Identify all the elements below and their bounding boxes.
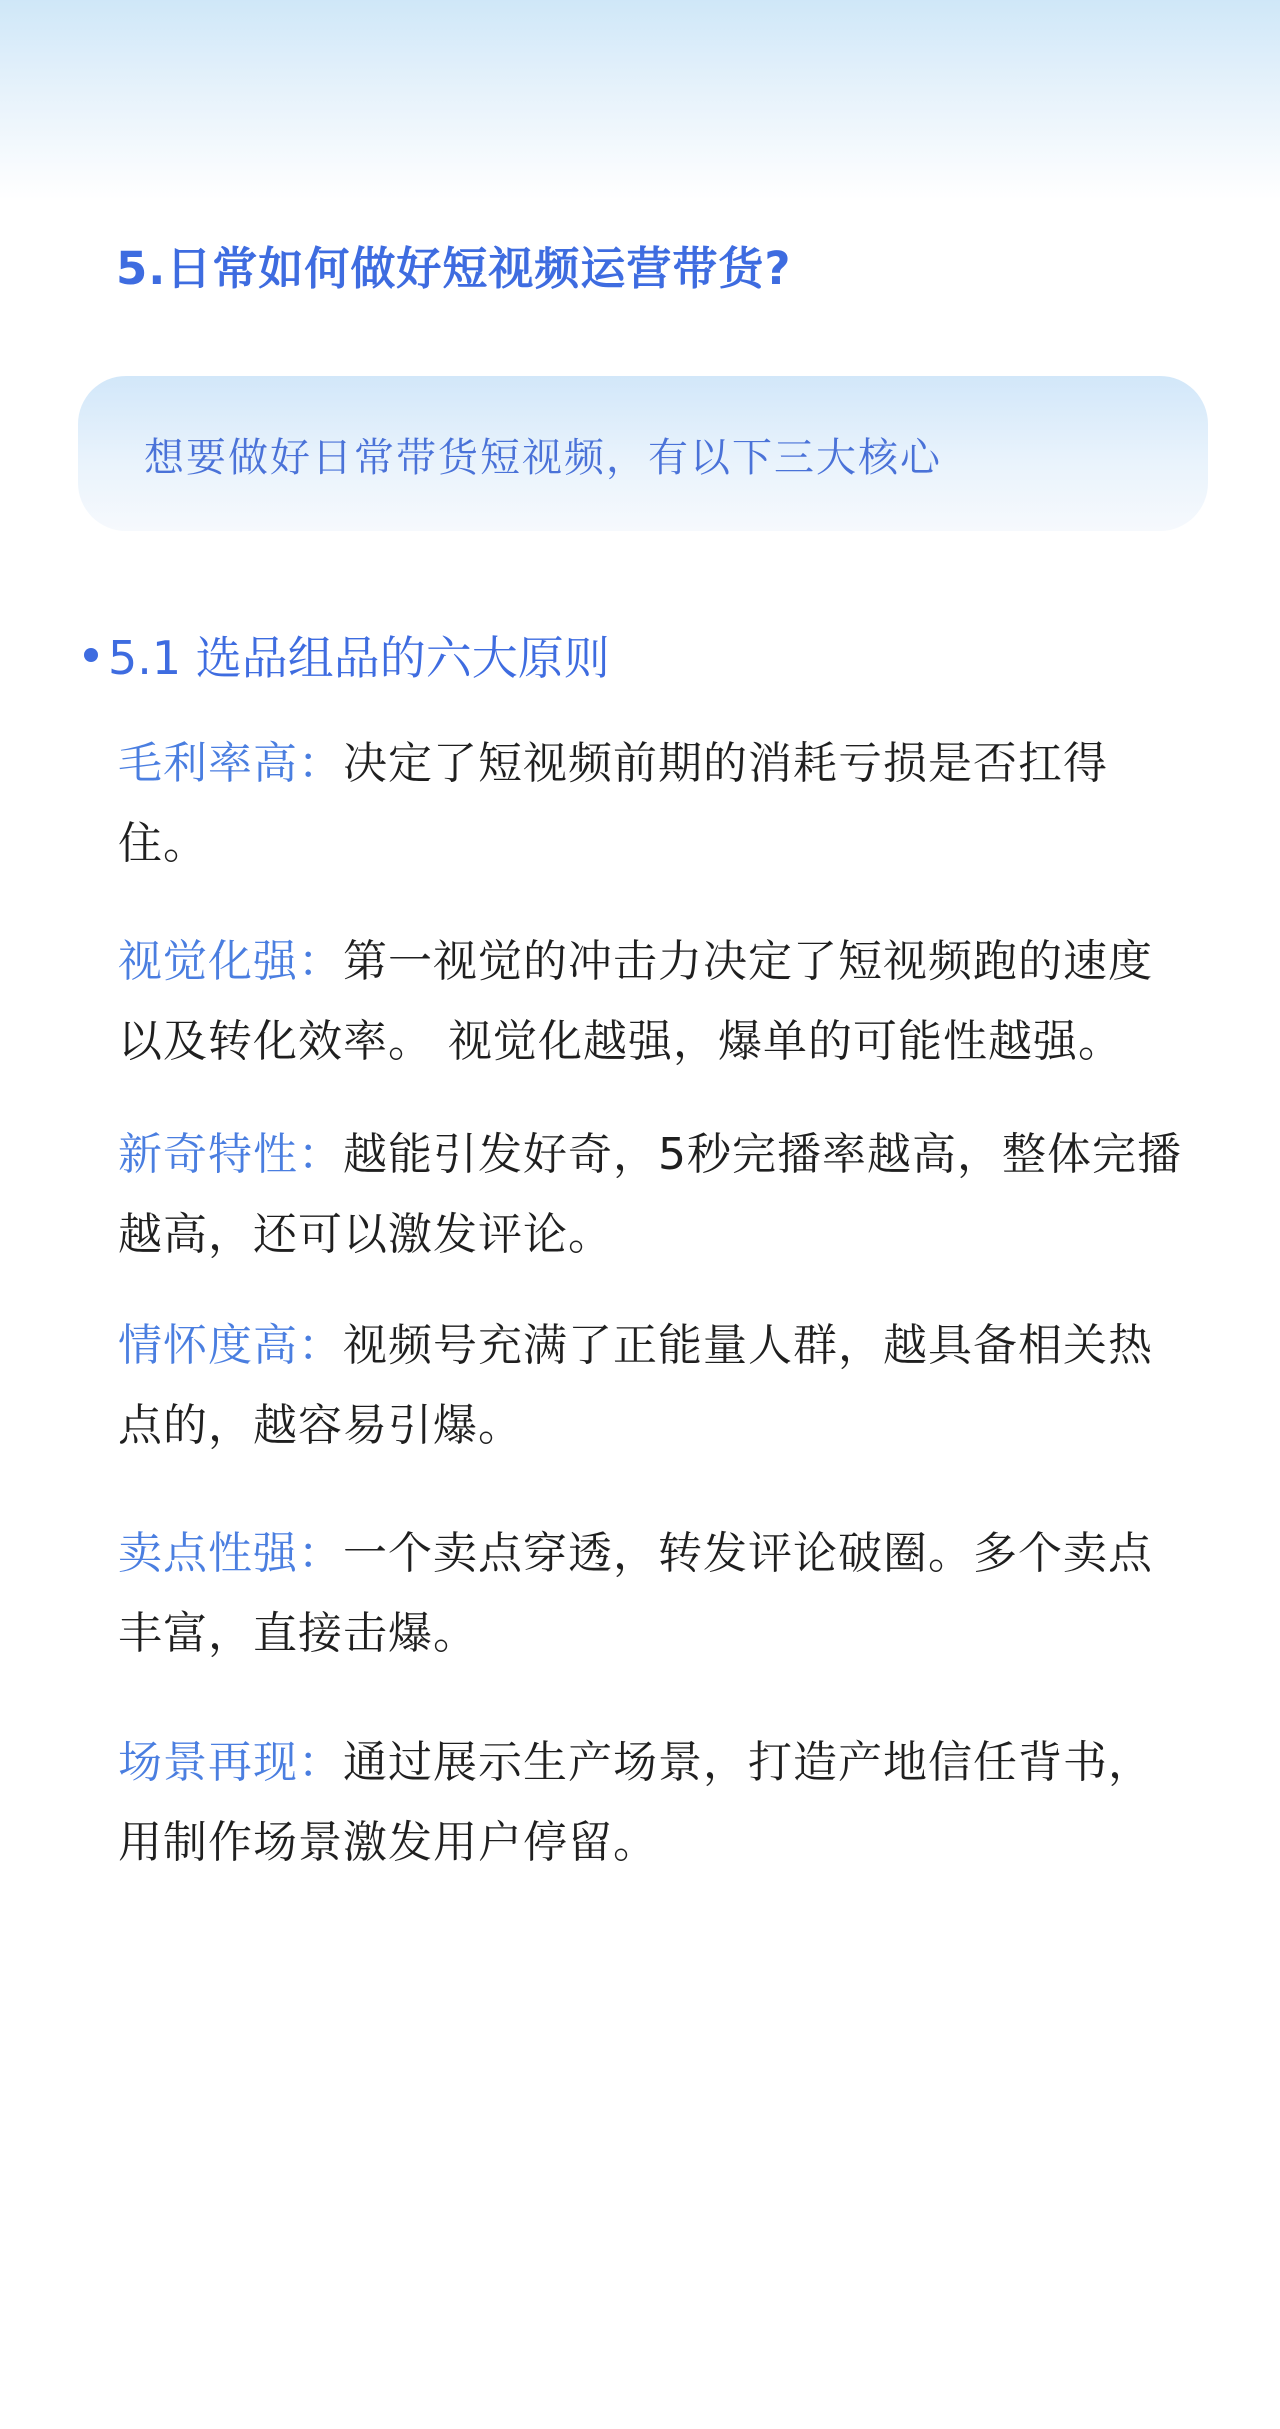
principle-item [118, 724, 1188, 884]
principle-label: 视觉化强： [118, 936, 343, 987]
principle-label: 场景再现： [118, 1737, 343, 1788]
principle-item [118, 1723, 1188, 1883]
principle-text: 一个卖点穿透，转发评论破圈。多个卖点丰富，直接击爆。 [118, 1528, 1153, 1659]
principle-text: 越能引发好奇，5秒完播率越高，整体完播越高，还可以激发评论。 [118, 1129, 1182, 1260]
intro-text: 想要做好日常带货短视频，有以下三大核心 [144, 435, 942, 481]
principle-text: 决定了短视频前期的消耗亏损是否扛得住。 [118, 738, 1108, 869]
principle-text: 第一视觉的冲击力决定了短视频跑的速度以及转化效率。 视觉化越强，爆单的可能性越强。 [118, 936, 1153, 1067]
principle-item [118, 1115, 1188, 1275]
intro-callout [78, 376, 1208, 531]
principle-text: 通过展示生产场景，打造产地信任背书，用制作场景激发用户停留。 [118, 1737, 1153, 1868]
principle-item [118, 1514, 1188, 1674]
principle-label: 情怀度高： [118, 1320, 343, 1371]
subsection-title: 5.1 选品组品的六大原则 [108, 631, 610, 685]
principle-label: 毛利率高： [118, 738, 343, 789]
bullet-dot-icon [84, 648, 98, 662]
principle-item [118, 922, 1188, 1082]
principle-item [118, 1306, 1188, 1466]
section-title: 5.日常如何做好短视频运营带货? [116, 242, 792, 295]
subsection-heading [84, 622, 610, 688]
principle-label: 新奇特性： [118, 1129, 343, 1180]
principle-label: 卖点性强： [118, 1528, 343, 1579]
header-gradient [0, 0, 1280, 200]
principle-text: 视频号充满了正能量人群，越具备相关热点的，越容易引爆。 [118, 1320, 1153, 1451]
